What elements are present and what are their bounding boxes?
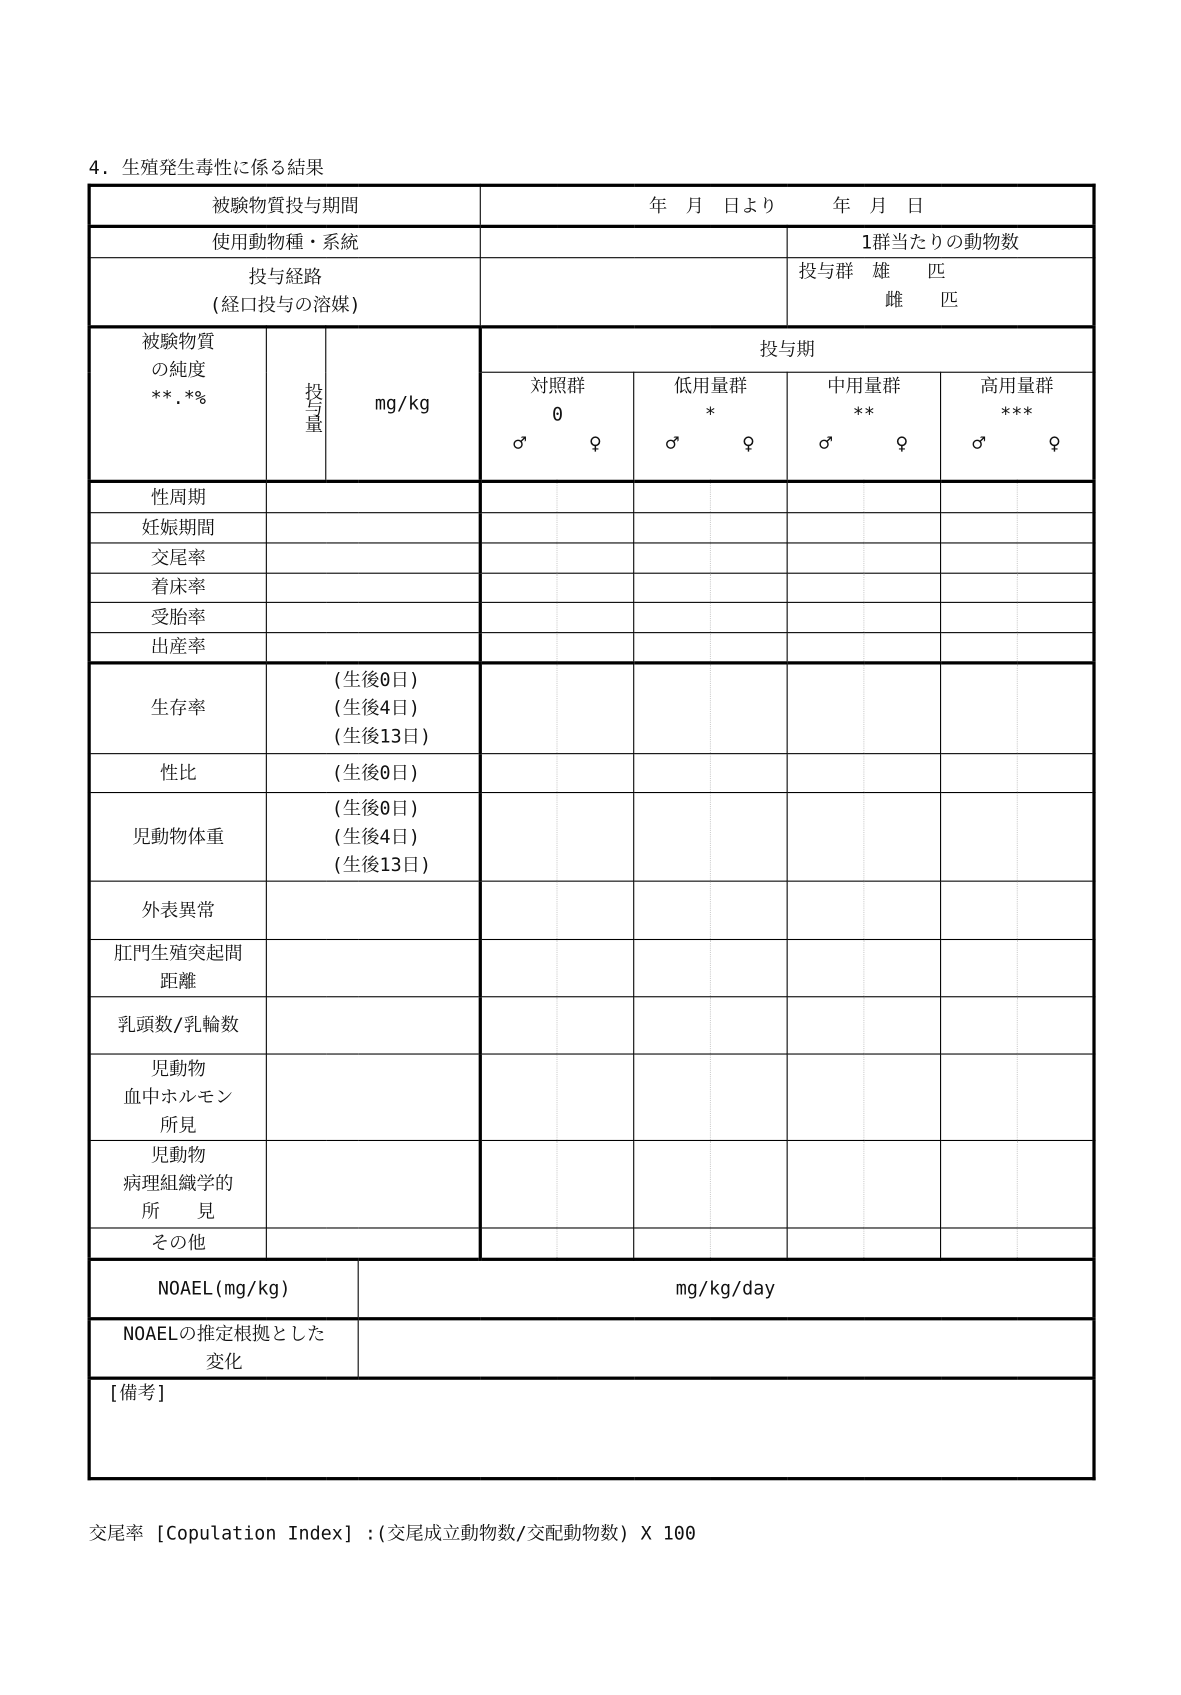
row-sublabel: (生後0日) [331,762,421,784]
data-cell[interactable] [864,481,941,512]
row-sub [266,754,480,793]
data-cell[interactable] [787,939,864,996]
noael-basis-value [358,1319,1094,1378]
noael-label: NOAEL(mg/kg) [89,1259,358,1318]
data-cell[interactable] [864,1228,941,1259]
row-label: その他 [89,1228,266,1259]
table-row [89,573,1094,602]
data-cell[interactable] [941,754,1018,793]
data-cell[interactable] [480,633,557,663]
data-cell[interactable] [557,513,634,543]
data-cell[interactable] [787,481,864,512]
data-cell[interactable] [1017,881,1094,939]
data-cell[interactable] [1017,997,1094,1054]
row-sub [266,543,480,573]
row-label: 妊娠期間 [89,513,266,543]
row-sub [266,602,480,632]
data-cell[interactable] [557,633,634,663]
data-cell[interactable] [557,939,634,996]
noael-unit: mg/kg/day [358,1259,1094,1318]
data-cell[interactable] [1017,633,1094,663]
row-label: 生存率 [89,663,266,754]
data-cell[interactable] [1017,513,1094,543]
dose-unit: mg/kg [326,327,481,482]
data-cell[interactable] [634,997,711,1054]
data-cell[interactable] [480,513,557,543]
data-cell[interactable] [480,881,557,939]
group-dose: 0 [552,404,564,426]
female-count: 雌 匹 [884,289,959,312]
group-name: 対照群 [529,376,586,398]
group-header [480,372,633,481]
female-icon: ♀ [1048,430,1062,456]
data-cell[interactable] [557,573,634,602]
route-label [89,258,480,327]
data-cell[interactable] [941,793,1018,882]
data-cell[interactable] [1017,1140,1094,1228]
data-cell[interactable] [1017,573,1094,602]
species-value [480,226,787,257]
data-cell[interactable] [634,481,711,512]
data-cell[interactable] [480,939,557,996]
table-row [89,1054,1094,1140]
data-cell[interactable] [787,881,864,939]
row-label: 児動物体重 [89,793,266,882]
data-cell[interactable] [1017,939,1094,996]
data-cell[interactable] [864,573,941,602]
data-cell[interactable] [557,754,634,793]
row-sublabel: (生後0日) [331,669,421,692]
data-cell[interactable] [557,1054,634,1140]
group-name: 中用量群 [827,376,901,398]
data-cell[interactable] [941,1140,1018,1228]
row-label: 交尾率 [89,543,266,573]
section-title: 4. 生殖発生毒性に係る結果 [88,157,324,180]
data-cell[interactable] [787,543,864,573]
table-row [89,881,1094,939]
row-label: 外表異常 [89,881,266,939]
row-label: 肛門生殖突起間 距離 [89,939,266,996]
purity-line: **.*% [150,387,206,410]
data-cell[interactable] [864,939,941,996]
row-label: 受胎率 [89,602,266,632]
data-cell[interactable] [710,663,787,754]
row-sub [266,1054,480,1140]
male-icon: ♂ [665,430,679,456]
data-cell[interactable] [787,793,864,882]
data-cell[interactable] [941,481,1018,512]
data-cell[interactable] [941,663,1018,754]
data-cell[interactable] [864,754,941,793]
data-cell[interactable] [480,573,557,602]
row-sub [266,997,480,1054]
data-cell[interactable] [1017,663,1094,754]
table-row [89,513,1094,543]
row-sub [266,573,480,602]
remarks: [備考] [89,1378,1094,1478]
data-cell[interactable] [787,633,864,663]
data-cell[interactable] [941,543,1018,573]
data-cell[interactable] [787,663,864,754]
data-cell[interactable] [787,602,864,632]
data-cell[interactable] [710,573,787,602]
female-icon: ♀ [895,430,909,456]
data-cell[interactable] [787,754,864,793]
row-label: 乳頭数/乳輪数 [89,997,266,1054]
data-cell[interactable] [1017,754,1094,793]
data-cell[interactable] [787,573,864,602]
data-cell[interactable] [864,663,941,754]
data-cell[interactable] [1017,1054,1094,1140]
data-cell[interactable] [1017,1228,1094,1259]
data-cell[interactable] [1017,793,1094,882]
data-cell[interactable] [480,1054,557,1140]
table-row [89,754,1094,793]
data-cell[interactable] [634,881,711,939]
row-sub [266,481,480,512]
data-cell[interactable] [710,602,787,632]
table-row [89,997,1094,1054]
data-cell[interactable] [864,513,941,543]
data-cell[interactable] [557,663,634,754]
table-row [89,793,1094,882]
data-cell[interactable] [480,663,557,754]
data-cell[interactable] [941,513,1018,543]
data-cell[interactable] [634,633,711,663]
male-icon: ♂ [513,430,527,456]
data-cell[interactable] [557,481,634,512]
data-cell[interactable] [480,793,557,882]
data-cell[interactable] [634,1228,711,1259]
data-cell[interactable] [941,1228,1018,1259]
animals-per-group-label: 1群当たりの動物数 [787,226,1094,257]
noael-basis-label: NOAELの推定根拠とした 変化 [89,1319,358,1378]
data-cell[interactable] [864,997,941,1054]
group-header [941,372,1094,481]
data-cell[interactable] [941,997,1018,1054]
results-table [88,184,1096,1481]
row-sublabel: (生後4日) [331,826,421,848]
male-icon: ♂ [819,430,833,456]
table-row [89,663,1094,754]
route-sub: (経口投与の溶媒) [209,294,361,317]
data-cell[interactable] [634,754,711,793]
row-sub [266,1228,480,1259]
data-cell[interactable] [941,602,1018,632]
data-cell[interactable] [480,543,557,573]
data-cell[interactable] [710,1140,787,1228]
row-label: 出産率 [89,633,266,663]
data-cell[interactable] [1017,602,1094,632]
data-cell[interactable] [864,1054,941,1140]
data-cell[interactable] [634,602,711,632]
route-text: 投与経路 [248,266,322,289]
row-sub [266,663,480,754]
data-cell[interactable] [480,1228,557,1259]
data-cell[interactable] [941,573,1018,602]
row-label: 性比 [89,754,266,793]
table-row [89,1228,1094,1259]
group-dose: *** [1000,404,1034,426]
data-cell[interactable] [557,1228,634,1259]
data-cell[interactable] [864,793,941,882]
data-cell[interactable] [557,602,634,632]
data-cell[interactable] [634,1054,711,1140]
data-cell[interactable] [634,573,711,602]
row-label: 児動物 血中ホルモン 所見 [89,1054,266,1140]
data-cell[interactable] [710,881,787,939]
row-sub [266,633,480,663]
data-cell[interactable] [710,939,787,996]
data-cell[interactable] [634,939,711,996]
data-cell[interactable] [787,1228,864,1259]
dosing-period-label: 投与期 [480,327,1094,372]
data-cell[interactable] [864,1140,941,1228]
data-cell[interactable] [864,881,941,939]
data-cell[interactable] [1017,481,1094,512]
row-label: 児動物 病理組織学的 所 見 [89,1140,266,1228]
data-cell[interactable] [710,481,787,512]
data-cell[interactable] [941,881,1018,939]
group-dose: * [704,404,716,426]
group-header [634,372,787,481]
row-sublabel: (生後13日) [331,726,432,748]
data-cell[interactable] [634,513,711,543]
data-cell[interactable] [634,663,711,754]
data-cell[interactable] [557,793,634,882]
data-cell[interactable] [480,754,557,793]
route-value [480,258,787,327]
row-sub [266,939,480,996]
male-icon: ♂ [972,430,986,456]
row-sub [266,513,480,543]
row-sub [266,793,480,882]
data-cell[interactable] [480,1140,557,1228]
female-icon: ♀ [588,430,602,456]
species-label: 使用動物種・系統 [89,226,480,257]
table-row [89,633,1094,663]
period-label: 被験物質投与期間 [89,185,480,226]
row-label: 性周期 [89,481,266,512]
row-sub [266,881,480,939]
row-sublabel: (生後4日) [331,698,421,720]
group-header [787,372,940,481]
data-cell[interactable] [864,633,941,663]
data-cell[interactable] [634,543,711,573]
data-cell[interactable] [1017,543,1094,573]
data-cell[interactable] [710,543,787,573]
dose-label: 投与量 [266,327,325,482]
table-row [89,543,1094,573]
footnote: 交尾率 [Copulation Index] :(交尾成立動物数/交配動物数) X 100 [88,1523,696,1546]
data-cell[interactable] [557,1140,634,1228]
table-row [89,481,1094,512]
data-cell[interactable] [480,481,557,512]
purity-line: 被験物質 [141,331,216,354]
table-row [89,939,1094,996]
purity-line: の純度 [150,359,206,382]
data-cell[interactable] [634,1140,711,1228]
data-cell[interactable] [941,1054,1018,1140]
data-cell[interactable] [557,543,634,573]
data-cell[interactable] [710,754,787,793]
data-cell[interactable] [864,602,941,632]
data-cell[interactable] [480,997,557,1054]
data-cell[interactable] [787,513,864,543]
data-cell[interactable] [864,543,941,573]
purity-cell [89,327,266,482]
data-cell[interactable] [787,1140,864,1228]
male-count: 投与群 雄 匹 [798,261,946,284]
period-value: 年 月 日より 年 月 日 [480,185,1094,226]
data-cell[interactable] [710,513,787,543]
data-cell[interactable] [787,997,864,1054]
data-cell[interactable] [480,602,557,632]
table-row [89,1140,1094,1228]
group-dose: ** [852,404,875,426]
data-cell[interactable] [710,1054,787,1140]
data-cell[interactable] [710,793,787,882]
data-cell[interactable] [710,633,787,663]
row-sublabel: (生後0日) [331,797,421,820]
group-count [787,258,1094,327]
data-cell[interactable] [634,793,711,882]
data-cell[interactable] [557,997,634,1054]
row-sub [266,1140,480,1228]
row-label: 着床率 [89,573,266,602]
data-cell[interactable] [710,997,787,1054]
data-cell[interactable] [941,633,1018,663]
group-name: 低用量群 [673,376,748,398]
row-sublabel: (生後13日) [331,854,432,876]
female-icon: ♀ [741,430,756,456]
group-name: 高用量群 [980,376,1054,398]
data-cell[interactable] [941,939,1018,996]
data-cell[interactable] [710,1228,787,1259]
data-cell[interactable] [557,881,634,939]
data-cell[interactable] [787,1054,864,1140]
table-row [89,602,1094,632]
